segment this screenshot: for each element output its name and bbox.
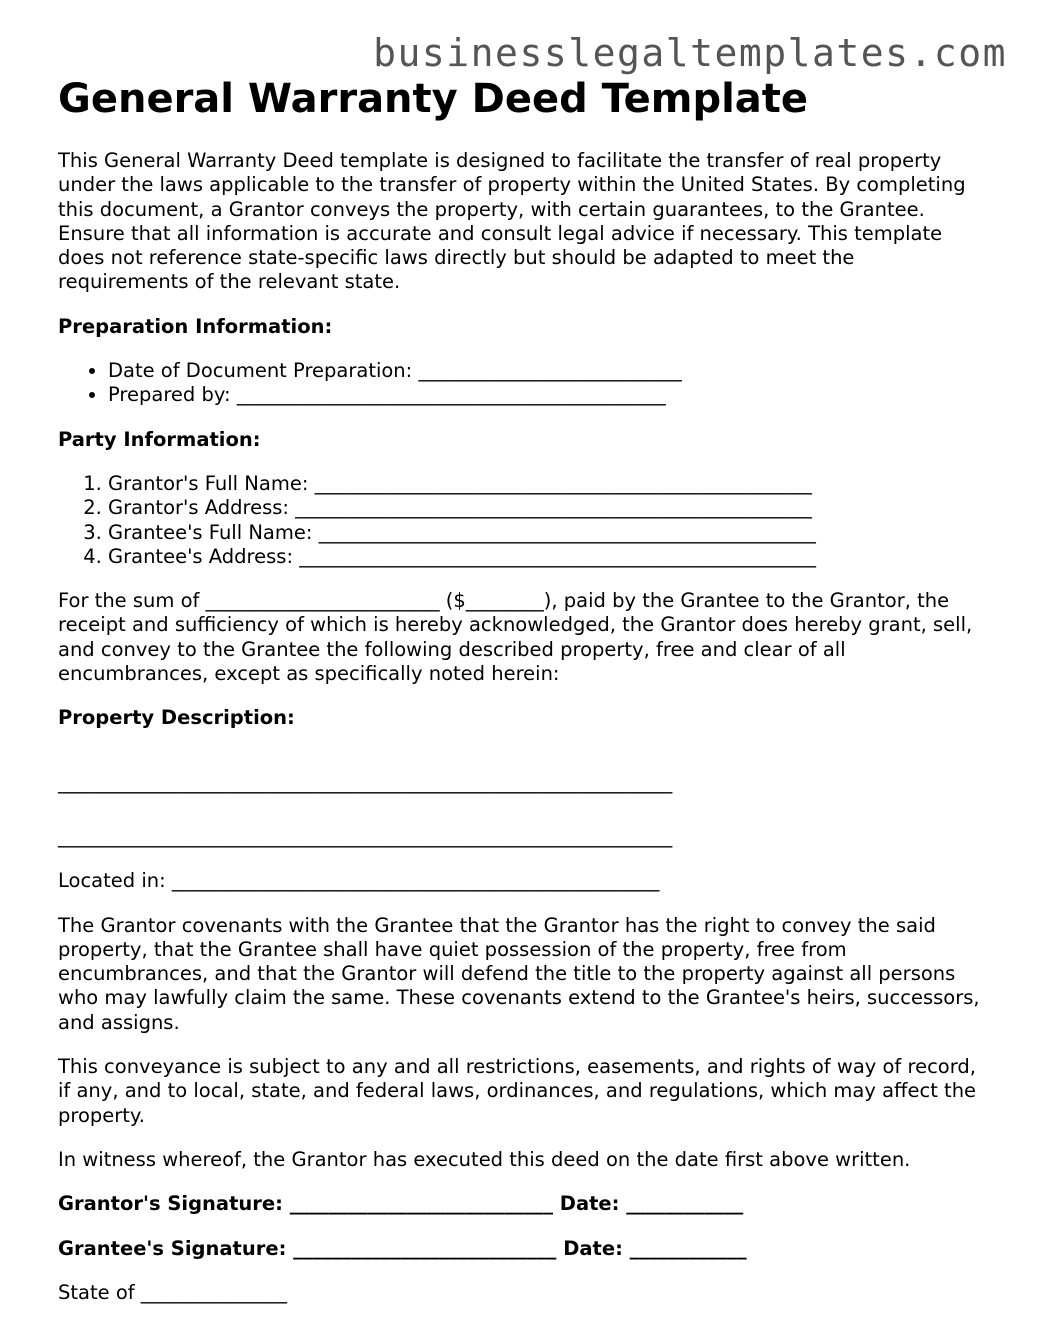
- document-body: [58, 149, 988, 1325]
- grantee-signature-line: Grantee's Signature: ___________________________ Date: ____________: [58, 1236, 747, 1260]
- spacer: [58, 751, 988, 771]
- watermark: businesslegaltemplates.com: [373, 31, 1007, 75]
- page-title: General Warranty Deed Template: [58, 76, 809, 122]
- witness-paragraph: In witness whereof, the Grantor has executed this deed on the date first above written.: [58, 1147, 911, 1171]
- preparation-list: [58, 359, 988, 408]
- list-item: 2. Grantor's Address: _____________________________________________________: [108, 496, 988, 520]
- grantor-signature-line: Grantor's Signature: ___________________________ Date: ____________: [58, 1192, 744, 1216]
- list-item: 4. Grantee's Address: _____________________________________________________: [108, 545, 988, 569]
- list-item: 3. Grantee's Full Name: ___________________________________________________: [108, 521, 988, 545]
- list-item: 1. Grantor's Full Name: ___________________________________________________: [108, 472, 988, 496]
- party-heading: Party Information:: [58, 427, 261, 451]
- property-line-2: _______________________________________________________________: [58, 824, 673, 848]
- property-heading: Property Description:: [58, 706, 295, 730]
- property-line-1: _______________________________________________________________: [58, 770, 673, 794]
- state-line: State of _______________: [58, 1280, 288, 1304]
- located-in-line: Located in: __________________________________________________: [58, 869, 660, 893]
- list-item: • Date of Document Preparation: ___________________________: [108, 359, 988, 383]
- covenant-paragraph: The Grantor covenants with the Grantee that the Grantor has the right to convey the said property, that the Grantee shall have quiet possession of the property, free from encumbrances, and that the Grantor will defend the title to the property against all persons who may lawfully claim the same. These covenants extend to the Grantee's heirs, successors, and assigns.: [58, 913, 980, 1034]
- preparation-heading: Preparation Information:: [58, 314, 333, 338]
- subject-paragraph: This conveyance is subject to any and all restrictions, easements, and rights of way of record, if any, and to local, state, and federal laws, ordinances, and regulations, which may affect the property.: [58, 1055, 977, 1127]
- party-list: [58, 472, 988, 569]
- list-item: • Prepared by: ____________________________________________: [108, 383, 988, 407]
- sum-paragraph: For the sum of ________________________ ($________), paid by the Grantee to the Grantor, the receipt and sufficiency of which is hereby acknowledged, the Grantor does hereby grant, sell, and convey to the Grantee the following described property, free and clear of all encumbrances, except as specifically noted herein:: [58, 589, 973, 686]
- intro-paragraph: This General Warranty Deed template is designed to facilitate the transfer of real property under the laws applicable to the transfer of property within the United States. By completing this document, a Grantor conveys the property, with certain guarantees, to the Grantee. Ensure that all information is accurate and consult legal advice if necessary. This template does not reference state-specific laws directly but should be adapted to meet the requirements of the relevant state.: [58, 149, 966, 294]
- spacer: [58, 815, 988, 825]
